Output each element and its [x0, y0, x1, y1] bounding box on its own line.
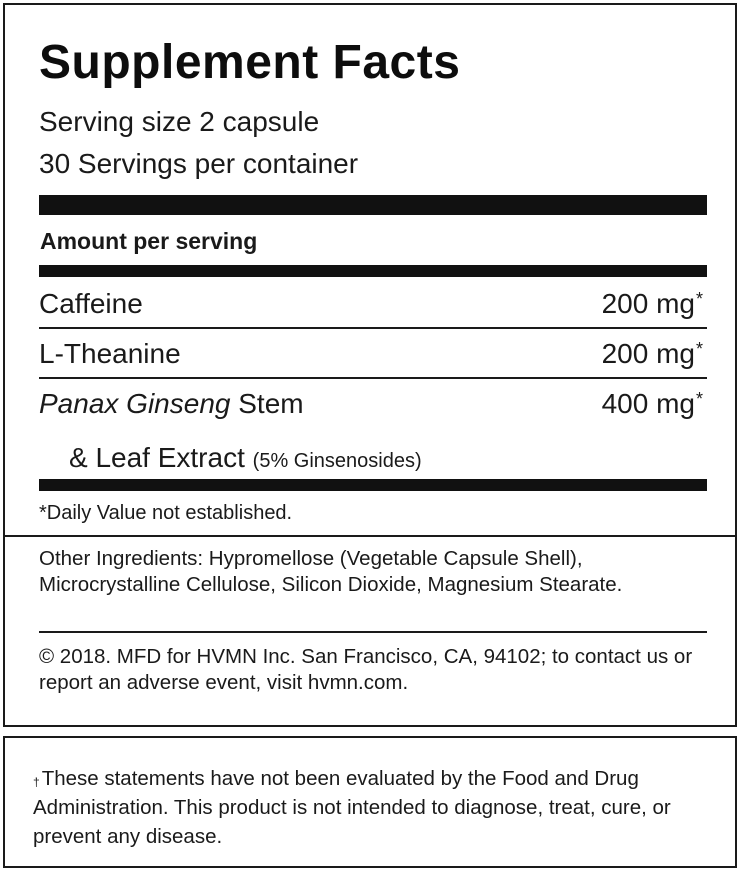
ingredient-amount-caffeine: 200 mg* — [601, 288, 703, 319]
servings-per-container: 30 Servings per container — [39, 148, 359, 179]
thick-divider-top — [39, 195, 707, 215]
serving-size: Serving size 2 capsule — [39, 106, 320, 137]
section-divider — [5, 535, 735, 537]
ingredient-name-panax-ginseng: Panax Ginseng Stem — [39, 388, 304, 419]
ingredient-name-l-theanine: L-Theanine — [39, 338, 181, 369]
row-divider — [39, 631, 707, 633]
ingredient-continuation: & Leaf Extract (5% Ginsenosides) — [69, 442, 422, 473]
row-divider — [39, 327, 707, 329]
row-divider — [39, 377, 707, 379]
facts-title: Supplement Facts — [39, 36, 461, 89]
thick-divider-middle — [39, 265, 707, 277]
supplement-facts-panel — [3, 3, 737, 727]
ingredient-amount-panax-ginseng: 400 mg* — [601, 388, 703, 419]
daily-value-note: *Daily Value not established. — [39, 502, 293, 524]
other-ingredients: Other Ingredients: Hypromellose (Vegetable Capsule Shell), Microcrystalline Cellulose, Silicon Dioxide, Magnesium Stearate. — [39, 547, 623, 596]
dagger-marker: † — [33, 775, 40, 789]
amount-per-serving-header: Amount per serving — [40, 228, 258, 254]
ingredient-amount-l-theanine: 200 mg* — [601, 338, 703, 369]
ingredient-name-caffeine: Caffeine — [39, 288, 143, 319]
thick-divider-bottom — [39, 479, 707, 491]
fda-disclaimer-panel — [3, 736, 737, 868]
copyright-notice: © 2018. MFD for HVMN Inc. San Francisco, CA, 94102; to contact us or report an adverse event, visit hvmn.com. — [39, 645, 693, 694]
fda-disclaimer-text: †These statements have not been evaluated by the Food and Drug Administration. This product is not intended to diagnose, treat, cure, or prevent any disease. — [33, 767, 671, 848]
